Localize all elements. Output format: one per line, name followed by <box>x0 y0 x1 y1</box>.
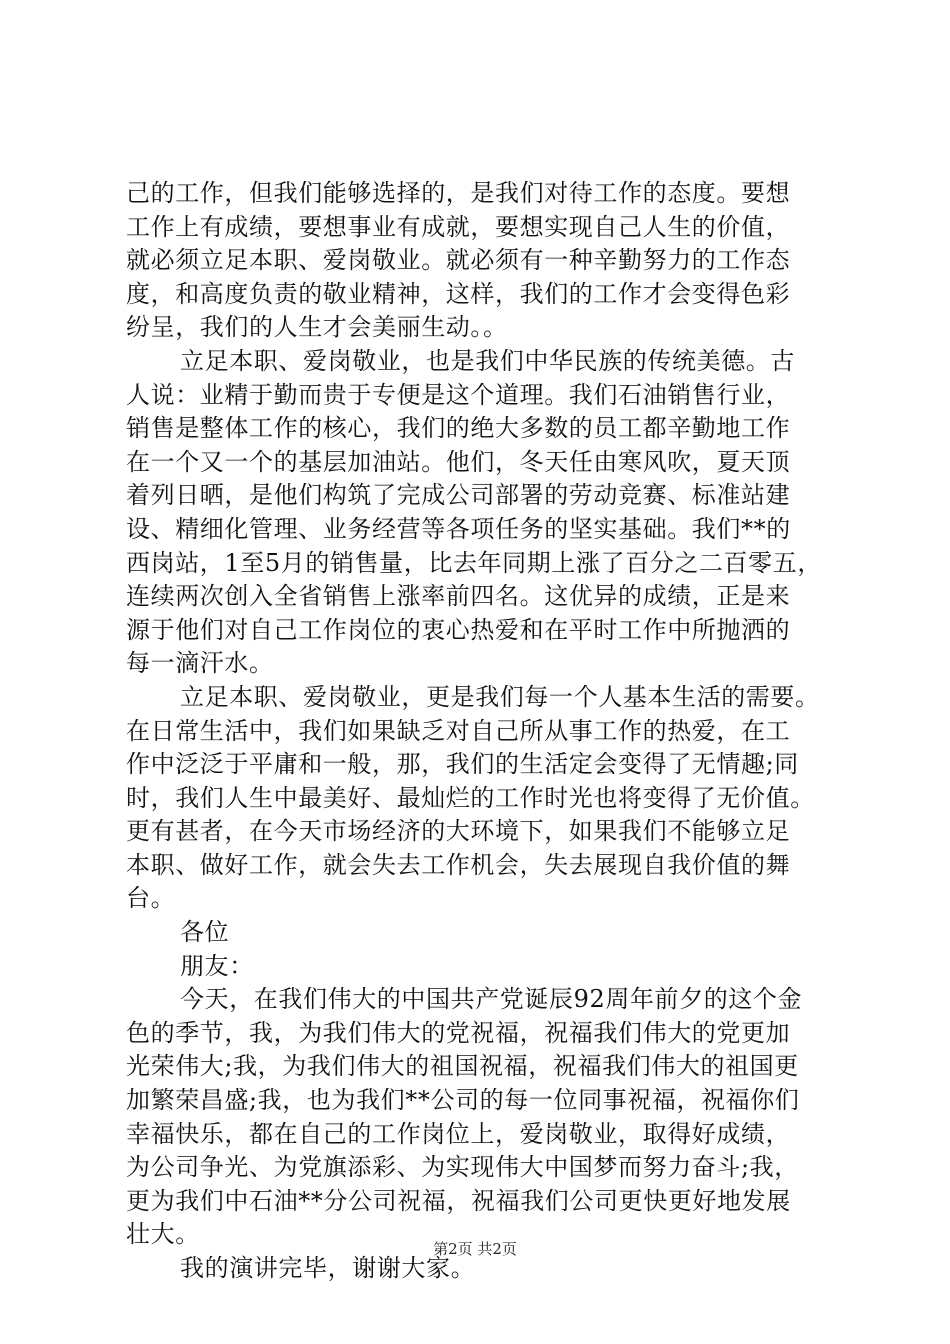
text-line: 朋友： <box>180 951 254 980</box>
text-line: 设、精细化管理、业务经营等各项任务的坚实基础。我们**的 <box>126 514 791 543</box>
text-line: 西岗站，1至5月的销售量，比去年同期上涨了百分之二百零五， <box>126 548 822 577</box>
text-line: 幸福快乐，都在自己的工作岗位上，爱岗敬业，取得好成绩， <box>126 1119 791 1148</box>
text-line: 己的工作，但我们能够选择的，是我们对待工作的态度。要想 <box>126 179 791 207</box>
text-line: 销售是整体工作的核心，我们的绝大多数的员工都辛勤地工作 <box>126 414 791 443</box>
paragraph-3 <box>126 681 846 916</box>
text-line: 本职、做好工作，就会失去工作机会，失去展现自我价值的舞 <box>126 850 791 879</box>
paragraph-4 <box>126 916 846 950</box>
text-line: 每一滴汗水。 <box>126 649 274 678</box>
text-line: 着列日晒，是他们构筑了完成公司部署的劳动竞赛、标准站建 <box>126 481 791 510</box>
text-line: 台。 <box>126 884 176 913</box>
text-line: 工作上有成绩，要想事业有成就，要想实现自己人生的价值， <box>126 212 791 241</box>
paragraph-6 <box>126 983 846 1252</box>
text-line: 人说：业精于勤而贵于专便是这个道理。我们石油销售行业， <box>126 380 791 409</box>
text-line: 壮大。 <box>126 1220 200 1249</box>
paragraph-1 <box>126 177 846 345</box>
text-line: 作中泛泛于平庸和一般，那，我们的生活定会变得了无情趣;同 <box>126 750 799 779</box>
text-line: 各位 <box>180 918 230 947</box>
text-line: 在日常生活中，我们如果缺乏对自己所从事工作的热爱，在工 <box>126 716 791 745</box>
text-line: 加繁荣昌盛;我，也为我们**公司的每一位同事祝福，祝福你们 <box>126 1086 800 1115</box>
paragraph-5 <box>126 950 846 984</box>
text-line: 在一个又一个的基层加油站。他们，冬天任由寒风吹，夏天顶 <box>126 447 791 476</box>
text-line: 度，和高度负责的敬业精神，这样，我们的工作才会变得色彩 <box>126 279 791 308</box>
text-line: 光荣伟大;我，为我们伟大的祖国祝福，祝福我们伟大的祖国更 <box>126 1052 799 1081</box>
text-line: 我的演讲完毕，谢谢大家。 <box>180 1254 476 1282</box>
text-line: 就必须立足本职、爱岗敬业。就必须有一种辛勤努力的工作态 <box>126 246 791 275</box>
text-line: 色的季节，我，为我们伟大的党祝福，祝福我们伟大的党更加 <box>126 1018 791 1047</box>
text-line: 纷呈，我们的人生才会美丽生动。。 <box>126 313 508 342</box>
text-line: 源于他们对自己工作岗位的衷心热爱和在平时工作中所抛洒的 <box>126 615 791 644</box>
text-line: 为公司争光、为党旗添彩、为实现伟大中国梦而努力奋斗;我， <box>126 1153 799 1182</box>
text-line: 更为我们中石油**分公司祝福，祝福我们公司更快更好地发展 <box>126 1186 791 1215</box>
paragraph-2 <box>126 345 846 681</box>
document-body <box>126 177 846 1286</box>
text-line: 连续两次创入全省销售上涨率前四名。这优异的成绩，正是来 <box>126 582 791 611</box>
text-line: 今天，在我们伟大的中国共产党诞辰92周年前夕的这个金 <box>180 985 803 1014</box>
page-number-footer: 第2页 共2页 <box>433 1240 517 1258</box>
text-line: 立足本职、爱岗敬业，也是我们中华民族的传统美德。古 <box>180 346 795 375</box>
text-line: 立足本职、爱岗敬业，更是我们每一个人基本生活的需要。 <box>180 682 820 711</box>
text-line: 更有甚者，在今天市场经济的大环境下，如果我们不能够立足 <box>126 817 791 846</box>
text-line: 时，我们人生中最美好、最灿烂的工作时光也将变得了无价值。 <box>126 783 815 812</box>
